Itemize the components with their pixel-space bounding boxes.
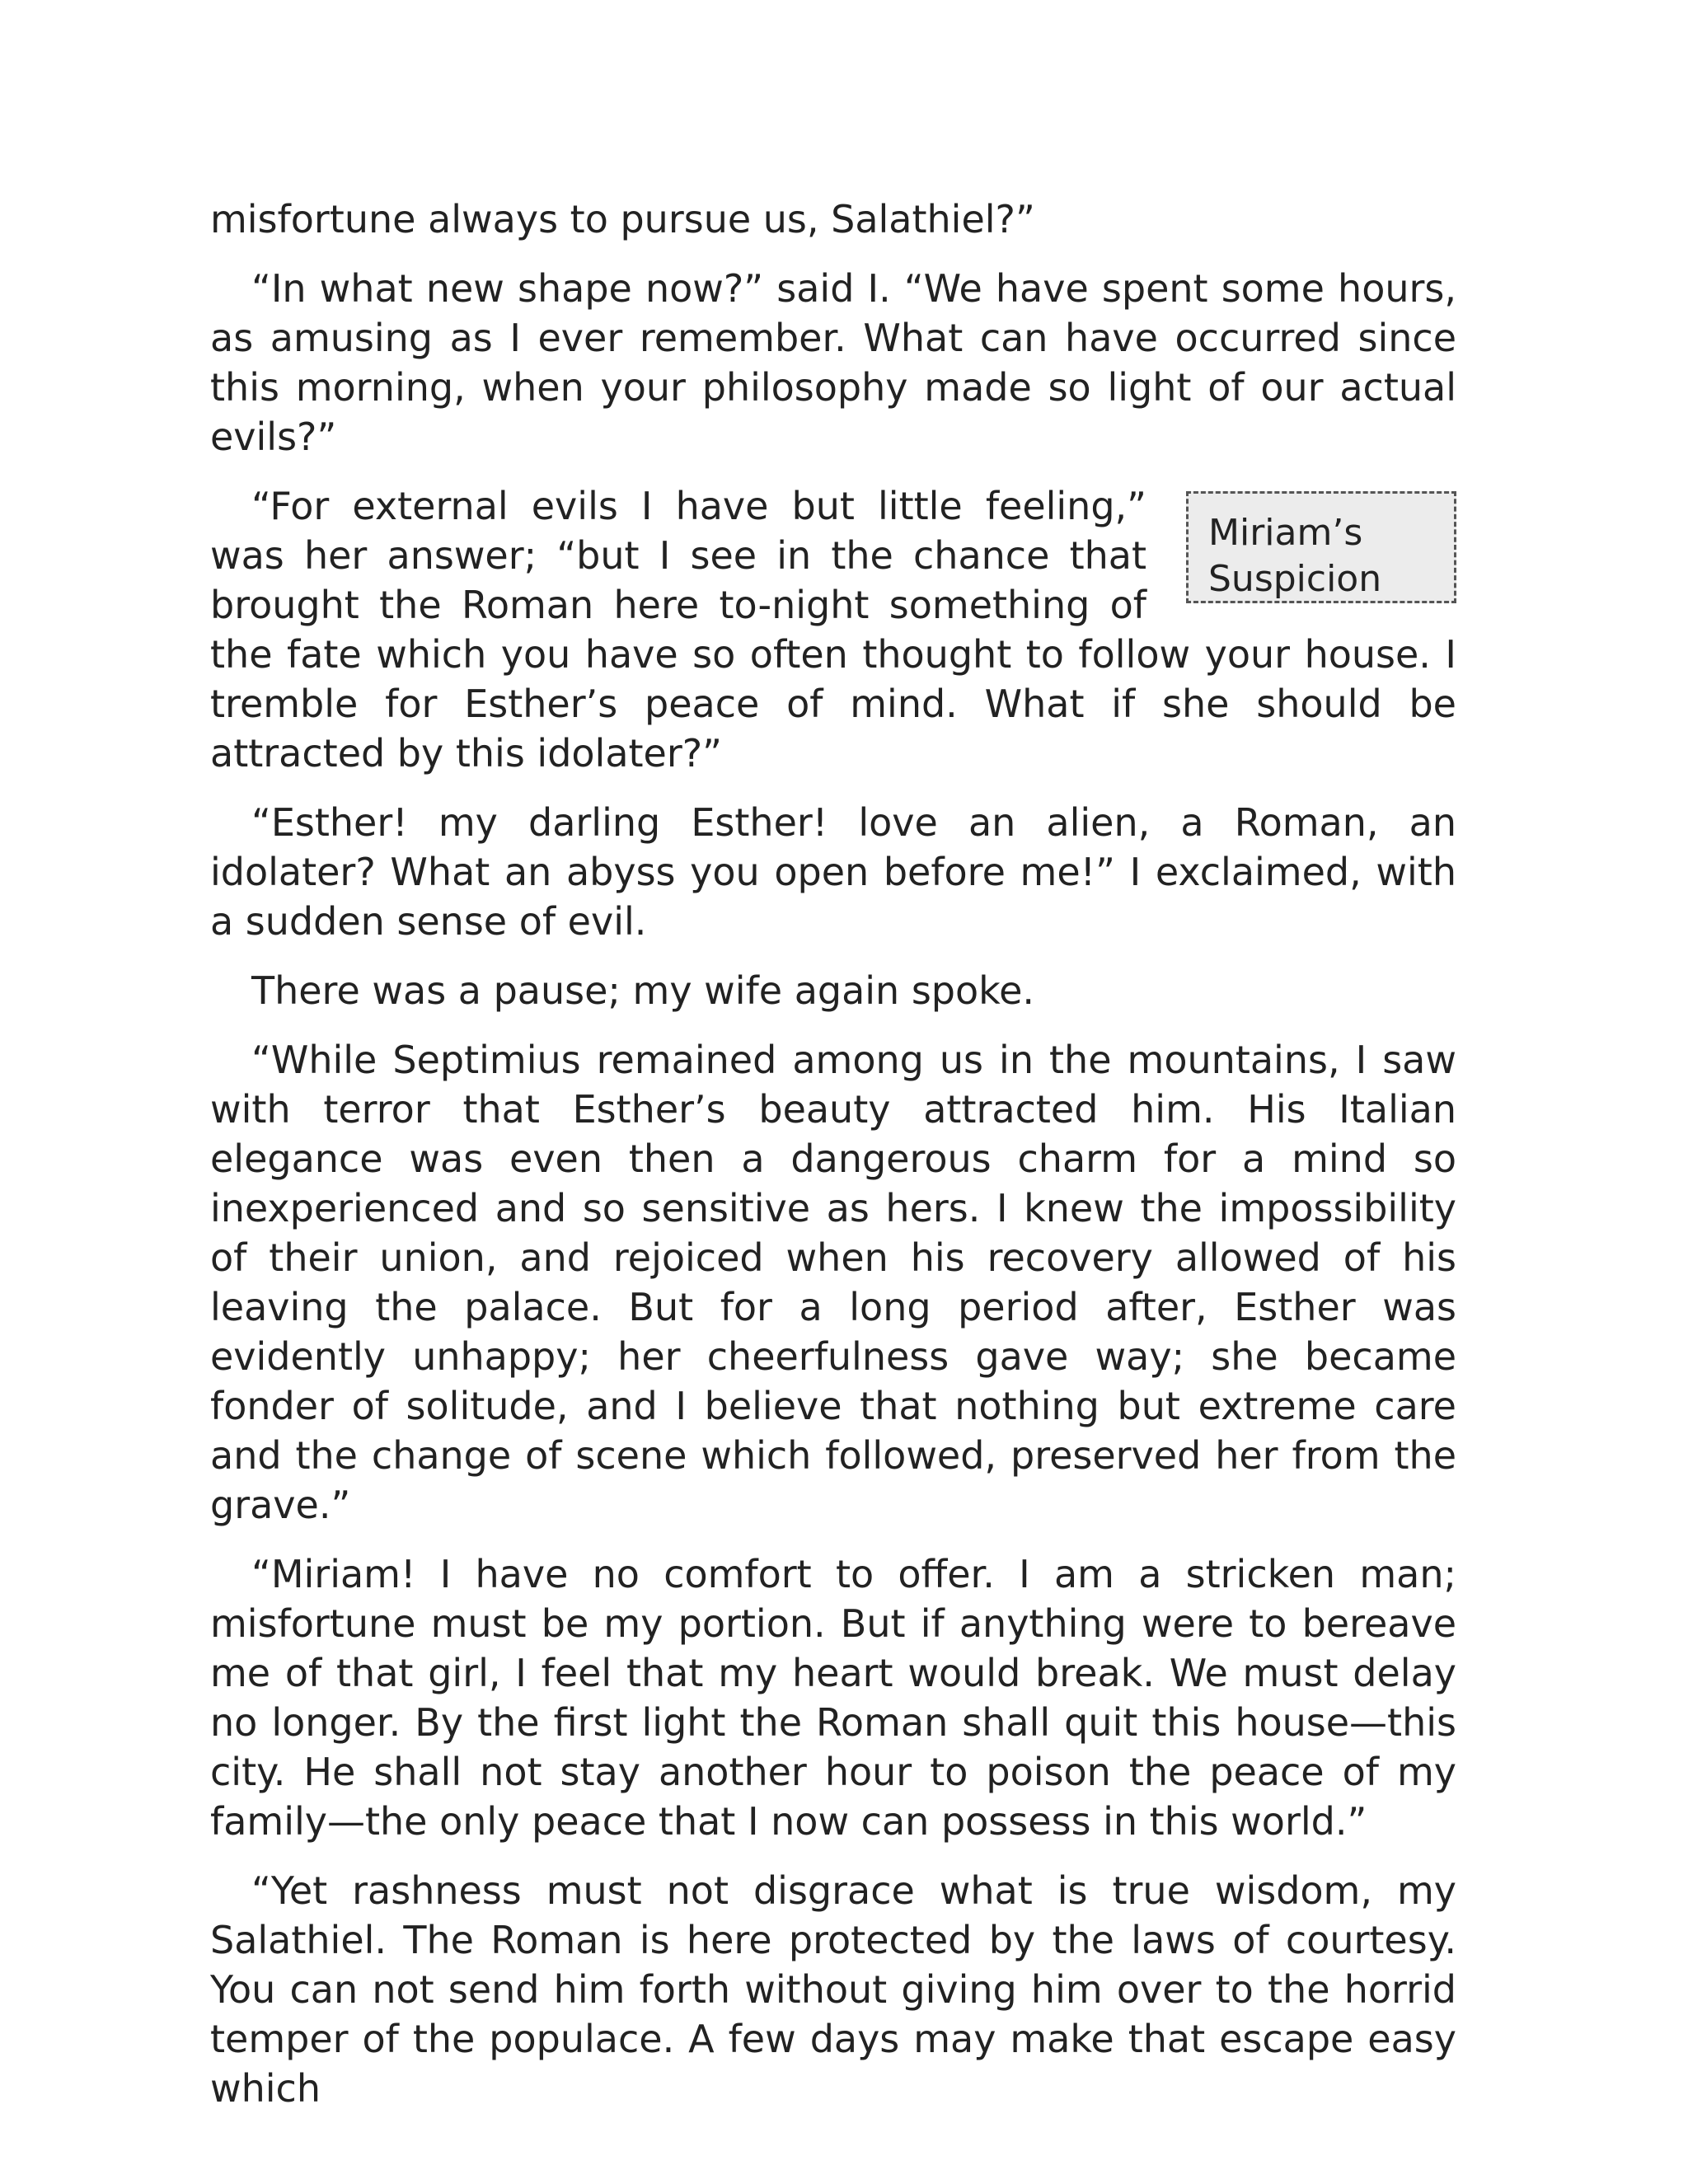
margin-note [1186, 491, 1456, 603]
paragraph: “In what new shape now?” said I. “We have spent some hours, as amusing as I ever remember. What can have occurred since this morning, when your philosophy made so light of our actual evils?” [210, 266, 1456, 459]
paragraph: “For external evils I have but little feeling,” was her answer; “but I see in the chance that brought the Roman here to-night something of the fate which you have so often thought to follow your house. I tremble for Esther’s peace of mind. What if she should be attracted by this idolater?” [210, 484, 1456, 776]
page-body [210, 194, 1456, 2133]
margin-note-line: Suspicion [1208, 558, 1382, 600]
paragraph-continuation: misfortune always to pursue us, Salathiel?” [210, 197, 1035, 241]
paragraph: “Esther! my darling Esther! love an alien, a Roman, an idolater? What an abyss you open before me!” I exclaimed, with a sudden sense of evil. [210, 800, 1456, 944]
margin-note-line: Miriam’s [1208, 512, 1363, 554]
paragraph: “Yet rashness must not disgrace what is true wisdom, my Salathiel. The Roman is here protected by the laws of courtesy. You can not send him forth without giving him over to the horrid temper of the populace. A few days may make that escape easy which [210, 1868, 1456, 2111]
paragraph: “While Septimius remained among us in the mountains, I saw with terror that Esther’s beauty attracted him. His Italian elegance was even then a dangerous charm for a mind so inexperienced and so sensitive as hers. I knew the impossibility of their union, and rejoiced when his recovery allowed of his leaving the palace. But for a long period after, Esther was evidently unhappy; her cheerfulness gave way; she became fonder of solitude, and I believe that nothing but extreme care and the change of scene which followed, preserved her from the grave.” [210, 1038, 1456, 1527]
paragraph: “Miriam! I have no comfort to offer. I am a stricken man; misfortune must be my portion. But if anything were to bereave me of that girl, I feel that my heart would break. We must delay no longer. By the first light the Roman shall quit this house—this city. He shall not stay another hour to poison the peace of my family—the only peace that I now can possess in this world.” [210, 1552, 1456, 1844]
paragraph: There was a pause; my wife again spoke. [251, 968, 1035, 1013]
